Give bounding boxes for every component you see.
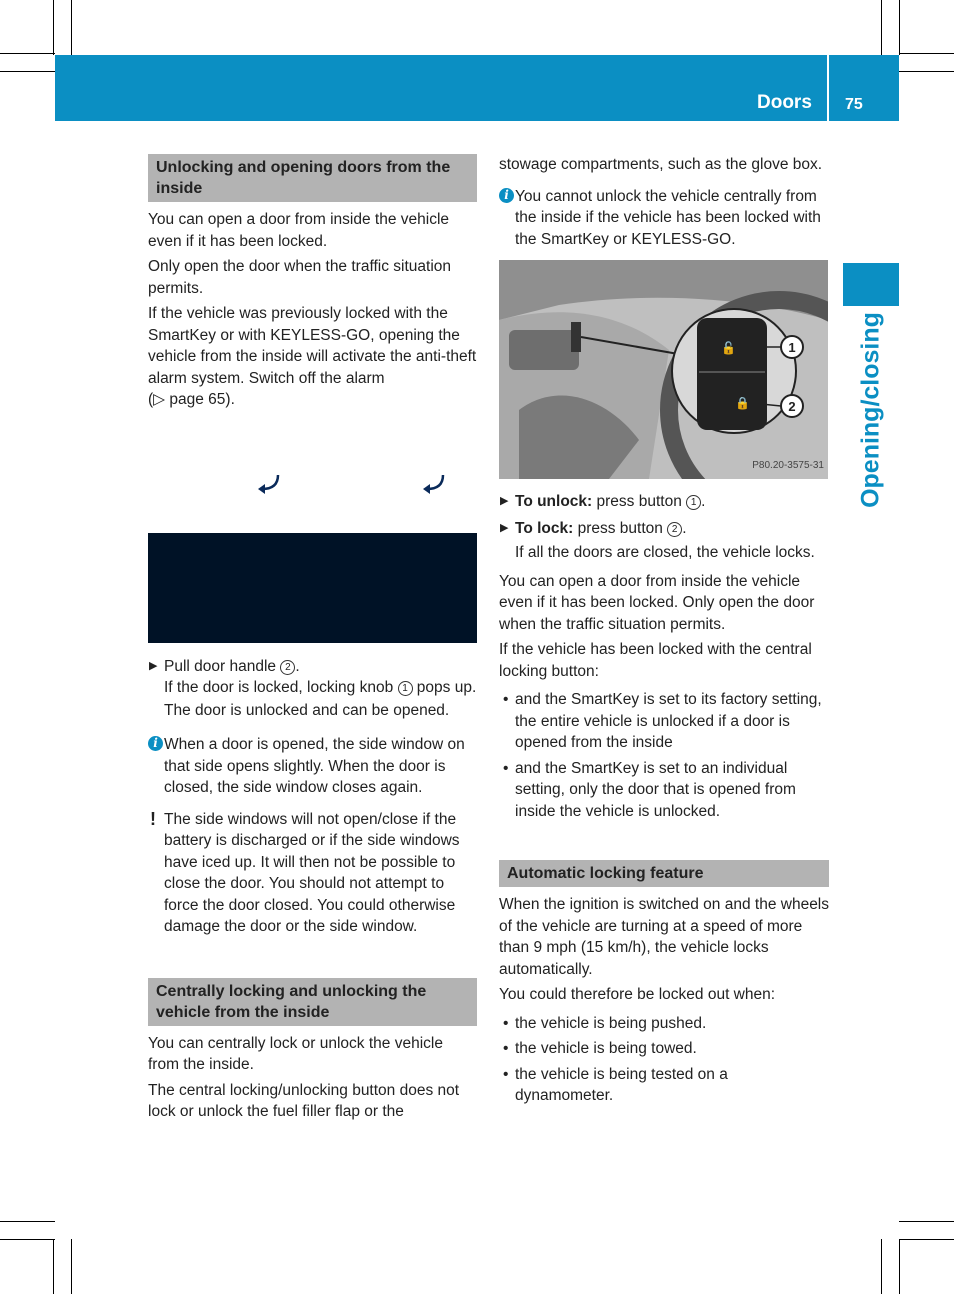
step-label: To unlock: [515,493,593,510]
info-icon: i [499,188,514,203]
callout-label: 2 [788,399,796,414]
crop-mark [881,0,882,55]
bullet-item [499,758,829,823]
paragraph: You could therefore be locked out when: [499,986,776,1003]
paragraph: Only open the door when the traffic situation permits. [148,258,452,297]
info-note [499,186,829,251]
side-label: Opening/closing [856,312,885,508]
bullet-dot: • [503,1014,509,1032]
bullet-dot: • [503,759,509,777]
door-illustration-area [148,415,477,533]
step-arrow-icon: ▶ [500,521,509,534]
section-heading-automatic-locking: Automatic locking feature [499,860,829,887]
central-locking-photo [499,260,828,479]
bullet-dot: • [503,691,509,708]
paragraph: You can centrally lock or unlock the vehicle from the inside. [148,1034,443,1073]
page-number: 75 [845,96,863,113]
info-text: When a door is opened, the side window on that side opens slightly. When the door is closed, the side window closes again. [164,736,465,796]
crop-mark [53,0,54,55]
bullet-item [499,1038,829,1060]
arrow-icon [421,473,447,495]
crop-mark [881,1239,882,1294]
warning-note [148,809,477,938]
bullet-dot: • [503,1065,509,1083]
crop-mark [0,1221,55,1222]
step-result-text: pops up. The door is unlocked and can be opened. [164,679,477,719]
step-text: press button [592,493,687,510]
crop-mark [899,1221,954,1222]
callout-label: 1 [788,340,796,355]
bullet-text: the vehicle is being pushed. [515,1014,707,1032]
door-illustration [148,533,477,643]
bullet-item [499,1064,829,1107]
figure-reference: P80.20-3575-31 [752,459,824,471]
paragraph [148,303,477,411]
step-lock: ▶ To lock: press button 2 . [499,518,829,540]
paragraph: You can open a door from inside the vehicle even if it has been locked. [148,211,450,250]
right-column [499,154,829,1107]
paragraph: If the vehicle has been locked with the central locking button: [499,641,812,680]
header-divider [827,55,829,121]
callout-number: 2 [667,522,682,537]
crop-mark [899,0,900,55]
left-column [148,154,477,1127]
paragraph-text: If the vehicle was previously locked with the SmartKey or with KEYLESS-GO, opening the vehicle from the inside will activate the anti-theft alarm system. Switch off the alarm [148,305,477,387]
svg-text:🔓: 🔓 [721,341,736,355]
crop-mark [0,71,55,72]
arrow-icon [256,473,282,495]
step-arrow-icon: ▶ [500,495,509,507]
bullet-dot: • [503,1040,509,1057]
warning-text: The side windows will not open/close if the battery is discharged or if the side windows have iced up. It will then not be possible to close the door. You should not attempt to force the door closed. You could otherwise damage the door or the side window. [164,810,460,935]
paragraph: The central locking/unlocking button does not lock or unlock the fuel filler flap or the [148,1081,460,1120]
info-text: You cannot unlock the vehicle centrally from the inside if the vehicle has been locked with the SmartKey or KEYLESS-GO. [515,187,821,248]
crop-mark [71,0,72,55]
svg-text:🔒: 🔒 [735,396,750,410]
callout-number: 2 [280,660,295,675]
crop-mark [899,1239,900,1294]
header-title: Doors [757,92,812,113]
crop-mark [0,53,55,54]
step-arrow-icon: ▶ [149,659,158,672]
bullet-text: and the SmartKey is set to an individual setting, only the door that is opened from inside the vehicle is unlocked. [515,759,796,820]
crop-mark [899,71,954,72]
paragraph: When the ignition is switched on and the wheels of the vehicle are turning at a speed of more than 9 mph (15 km/h), the vehicle locks automatically. [499,896,830,978]
side-tab [843,263,899,306]
bullet-text: the vehicle is being tested on a dynamometer. [515,1065,728,1104]
callout-number: 1 [686,495,701,510]
section-heading-central-locking: Centrally locking and unlocking the vehicle from the inside [148,978,477,1026]
crop-mark [53,1239,54,1294]
paragraph: stowage compartments, such as the glove box. [499,156,823,173]
bullet-item [499,689,829,754]
crop-mark [899,53,954,54]
page-reference-link[interactable]: (▷ page 65). [148,391,235,408]
crop-mark [71,1239,72,1294]
bullet-item [499,1013,829,1035]
crop-mark [0,1239,55,1240]
paragraph: You can open a door from inside the vehicle even if it has been locked. Only open the door when the traffic situation permits. [499,572,815,633]
callout-number: 1 [398,681,413,696]
step-result [148,677,477,722]
crop-mark [899,1239,954,1240]
step-result: If all the doors are closed, the vehicle locks. [515,544,815,561]
bullet-text: and the SmartKey is set to its factory setting, the entire vehicle is unlocked if a door is opened from the inside [515,691,822,751]
warning-icon: ! [150,808,156,829]
step-result-text: If the door is locked, locking knob [164,679,398,696]
info-icon: i [148,736,163,751]
section-heading-unlocking: Unlocking and opening doors from the inside [148,154,477,202]
step-pull-handle [148,656,477,678]
step-label: To lock: [515,519,574,537]
info-note [148,734,477,799]
step-unlock: ▶ To unlock: press button 1 . [499,491,829,513]
bullet-text: the vehicle is being towed. [515,1040,697,1057]
step-text: . [295,657,300,675]
step-text: Pull door handle [164,657,281,675]
locking-buttons-illustration [499,260,828,479]
step-text: press button [573,519,668,537]
